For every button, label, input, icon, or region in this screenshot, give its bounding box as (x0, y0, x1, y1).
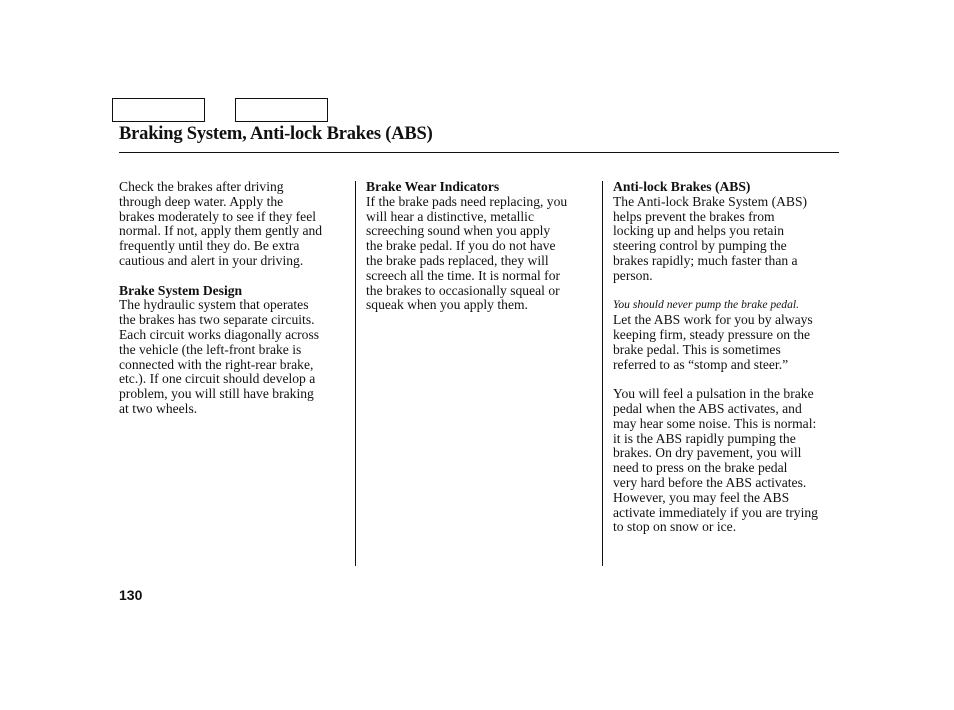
body-text-line: the vehicle (the left-front brake is (119, 341, 302, 357)
body-text-line: Each circuit works diagonally across (119, 326, 320, 342)
column-divider (602, 181, 603, 566)
body-text-line: frequently until they do. Be extra (119, 238, 300, 254)
body-text-line: The Anti-lock Brake System (ABS) (613, 193, 808, 209)
caution-note: You should never pump the brake pedal. (613, 298, 800, 312)
body-text-line: through deep water. Apply the (119, 193, 284, 209)
body-text-line: steering control by pumping the (613, 238, 787, 254)
body-text-line: helps prevent the brakes from (613, 208, 775, 224)
body-text-line: the brakes has two separate circuits. (119, 312, 315, 328)
text-column-3 (613, 180, 845, 535)
body-text-line: screeching sound when you apply (366, 223, 551, 239)
body-text-line: The hydraulic system that operates (119, 297, 309, 313)
body-text-line: referred to as “stomp and steer.” (613, 356, 789, 372)
body-text-line: connected with the right-rear brake, (119, 356, 314, 372)
body-text-line: will hear a distinctive, metallic (366, 208, 534, 224)
body-text-line: problem, you will still have braking (119, 386, 314, 402)
paragraph-gap (613, 284, 845, 299)
body-text-line: squeak when you apply them. (366, 297, 528, 313)
body-text-line: activate immediately if you are trying (613, 504, 818, 520)
body-text-line: brakes rapidly; much faster than a (613, 252, 798, 268)
paragraph-gap (613, 372, 845, 387)
body-text-line: etc.). If one circuit should develop a (119, 371, 316, 387)
body-text-line: need to press on the brake pedal (613, 460, 788, 476)
body-text-line: locking up and helps you retain (613, 223, 785, 239)
section-heading: Brake Wear Indicators (366, 179, 500, 194)
body-text-line: brakes. On dry pavement, you will (613, 445, 802, 461)
body-text-line: brakes moderately to see if they feel (119, 208, 317, 224)
column-divider (355, 181, 356, 566)
nav-tab-box[interactable] (112, 98, 205, 122)
body-text-line: the brake pads replaced, they will (366, 252, 549, 268)
text-column-2 (366, 180, 598, 313)
paragraph-gap (119, 269, 349, 284)
body-text-line: keeping firm, steady pressure on the (613, 326, 811, 342)
page-number: 130 (119, 587, 143, 603)
title-rule (119, 152, 839, 153)
section-heading: Brake System Design (119, 282, 243, 298)
body-text-line: If the brake pads need replacing, you (366, 193, 568, 209)
body-text-line: to stop on snow or ice. (613, 519, 737, 535)
body-text-line: very hard before the ABS activates. (613, 474, 807, 490)
body-text-line: it is the ABS rapidly pumping the (613, 430, 796, 446)
body-text-line: the brakes to occasionally squeal or (366, 282, 560, 298)
body-text-line: at two wheels. (119, 400, 198, 416)
body-text-line: However, you may feel the ABS (613, 489, 790, 505)
page-title: Braking System, Anti-lock Brakes (ABS) (119, 124, 433, 144)
text-column-1 (119, 180, 349, 417)
body-text-line: brake pedal. This is sometimes (613, 341, 781, 357)
body-text-line: person. (613, 267, 653, 283)
section-heading: Anti-lock Brakes (ABS) (613, 179, 751, 194)
body-text-line: Check the brakes after driving (119, 179, 284, 194)
body-text-line: the brake pedal. If you do not have (366, 238, 556, 254)
body-text-line: normal. If not, apply them gently and (119, 223, 323, 239)
body-text-line: screech all the time. It is normal for (366, 267, 561, 283)
nav-tab-box[interactable] (235, 98, 328, 122)
body-text-line: Let the ABS work for you by always (613, 312, 813, 328)
body-text-line: may hear some noise. This is normal: (613, 415, 817, 431)
body-text-line: pedal when the ABS activates, and (613, 400, 802, 416)
body-text-line: cautious and alert in your driving. (119, 252, 304, 268)
body-text-line: You will feel a pulsation in the brake (613, 386, 814, 402)
